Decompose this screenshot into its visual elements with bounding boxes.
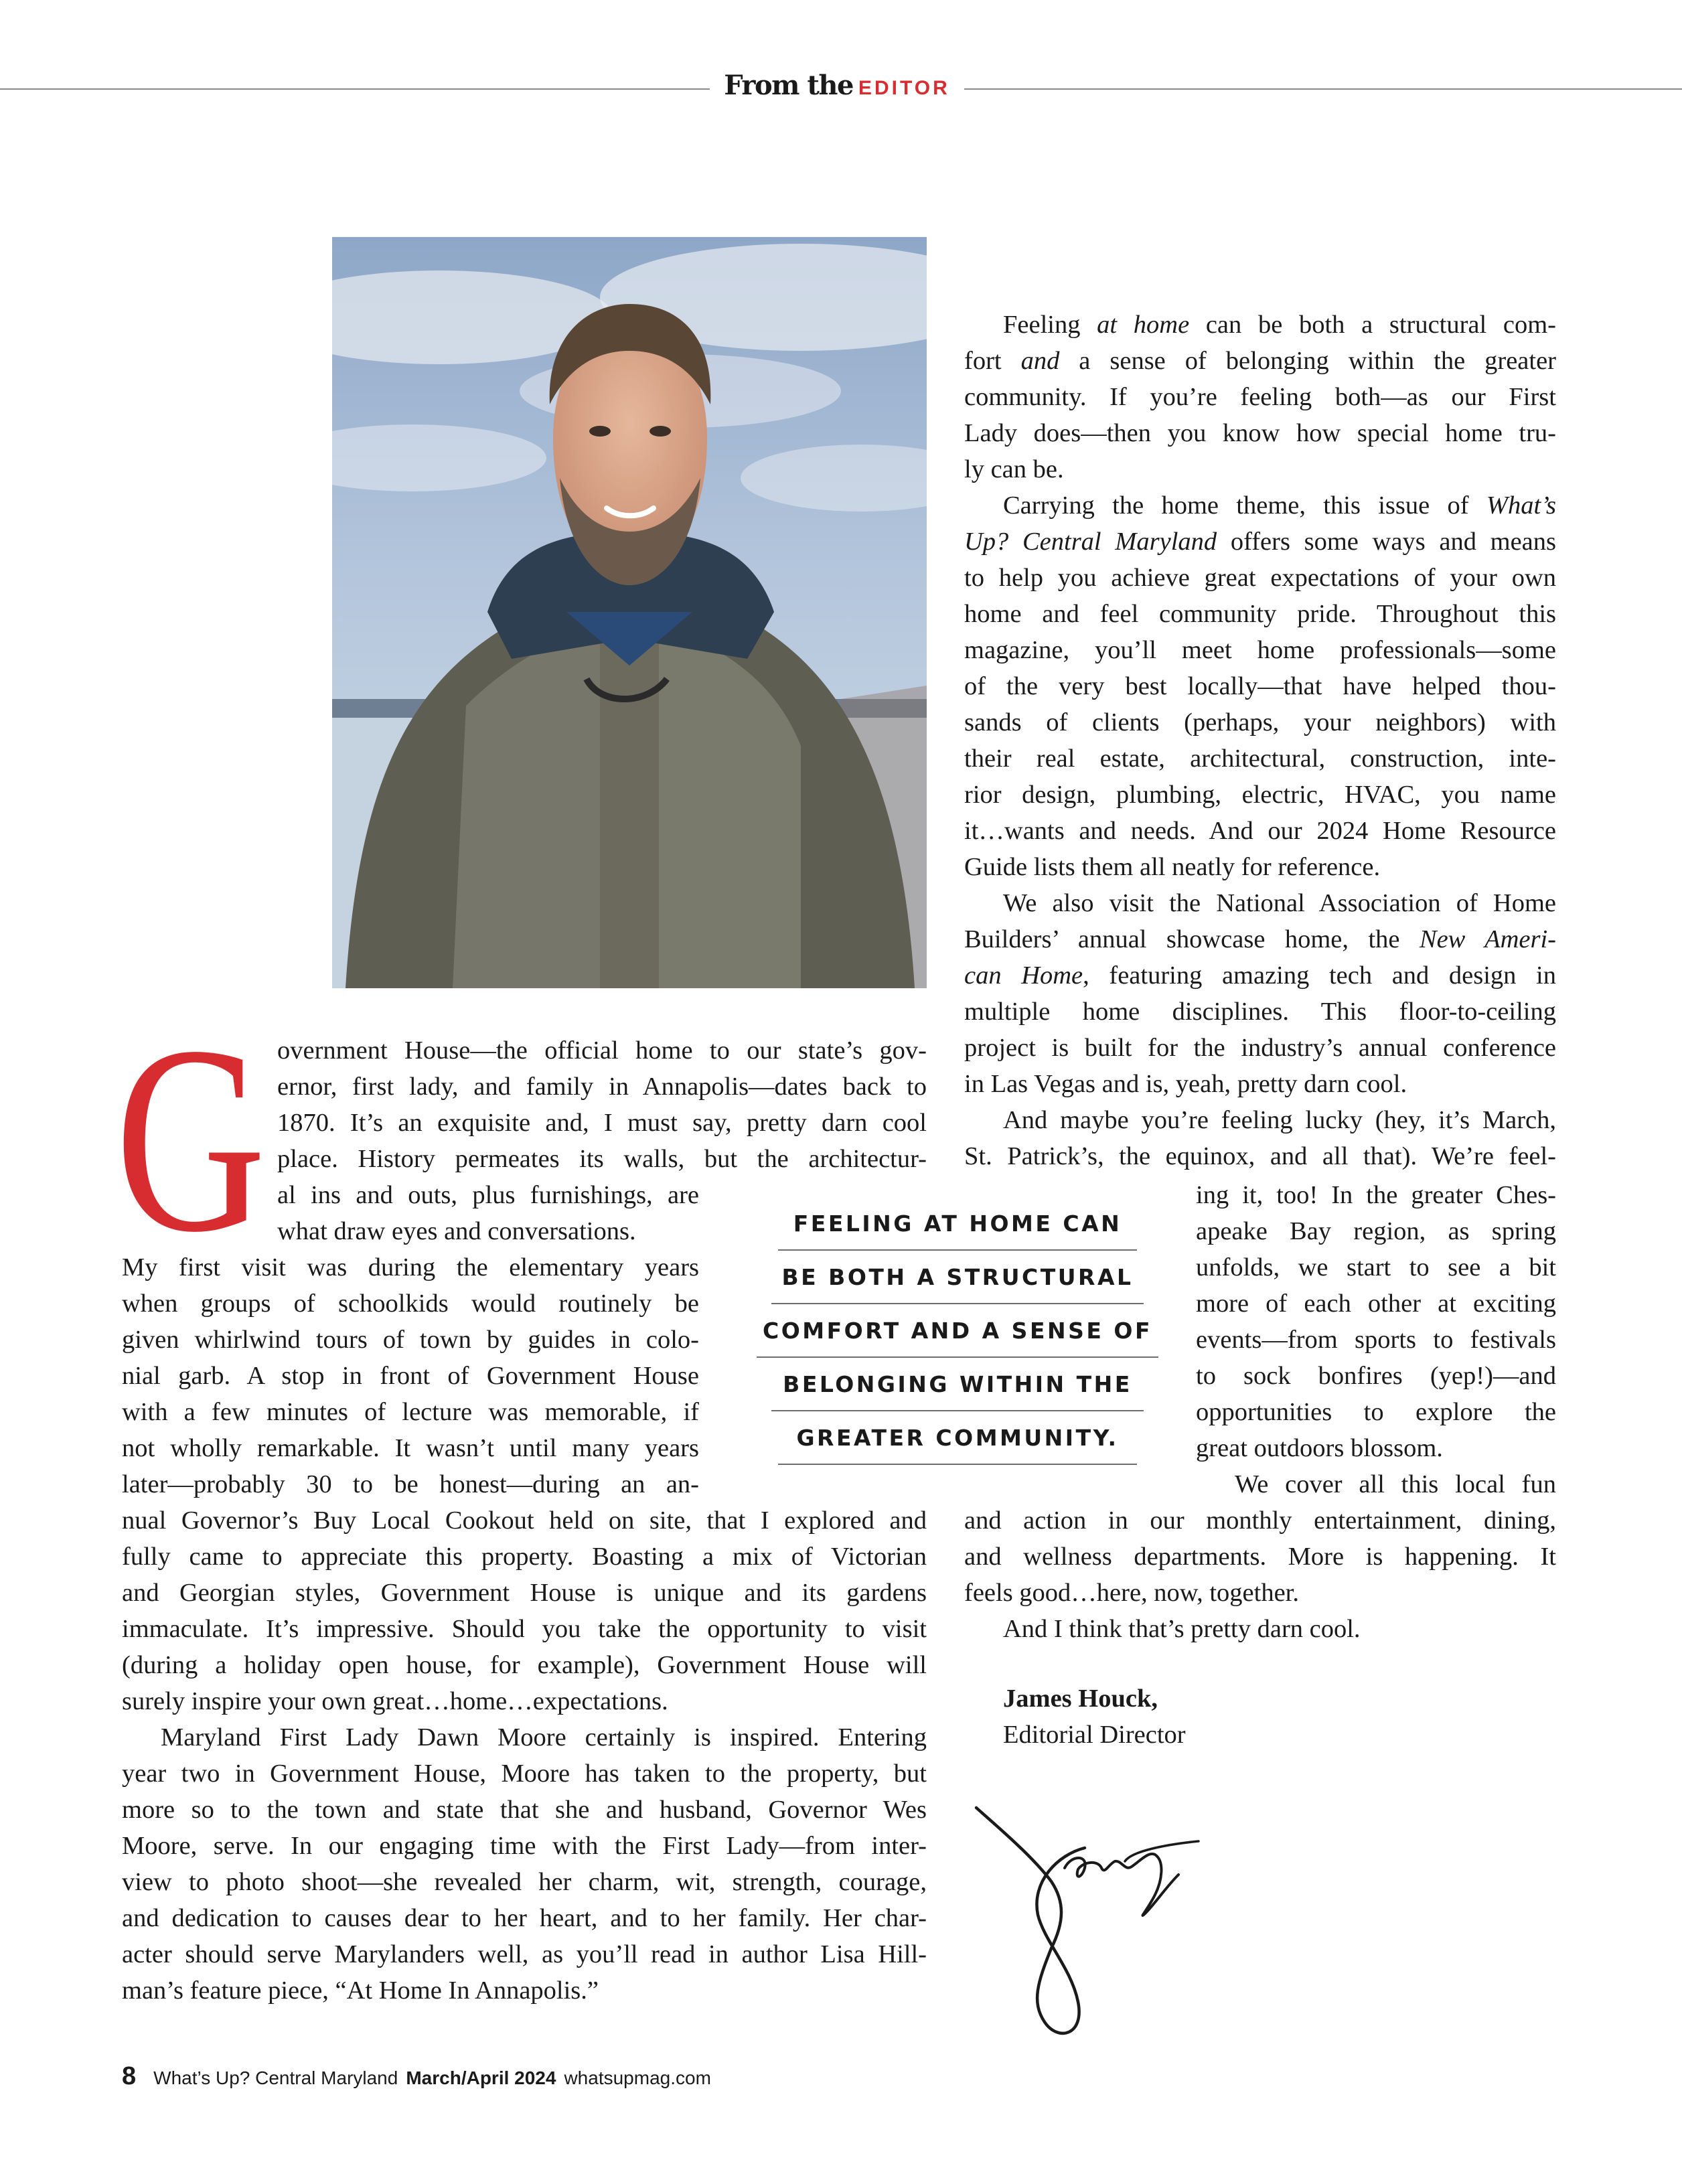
pull-quote-line: BE BOTH A STRUCTURAL <box>781 1264 1134 1290</box>
editor-photo <box>332 237 927 988</box>
text-line: given whirlwind tours of town by guides in colo- <box>122 1326 699 1354</box>
text-line: great outdoors blossom. <box>1196 1434 1443 1462</box>
text-line: more of each other at exciting <box>1196 1290 1556 1318</box>
pull-quote-rule <box>757 1356 1158 1358</box>
left-column-top <box>277 1032 927 1177</box>
text-line: Up? Central Maryland offers some ways and means <box>964 528 1556 556</box>
text-line: Moore, serve. In our engaging time with the First Lady—from inter- <box>122 1832 927 1860</box>
text-line: community. If you’re feeling both—as our First <box>964 383 1556 411</box>
text-line: overnment House—the official home to our state’s gov- <box>277 1036 927 1065</box>
text-line: with a few minutes of lecture was memorable, if <box>122 1398 699 1426</box>
section-header <box>710 70 964 101</box>
pull-quote-line: BELONGING WITHIN THE <box>783 1371 1132 1397</box>
handwritten-signature <box>964 1781 1205 2052</box>
text-line: apeake Bay region, as spring <box>1196 1217 1556 1245</box>
text-line: of the very best locally—that have helped thou- <box>964 672 1556 700</box>
page-footer <box>122 2062 711 2091</box>
text-line: can Home, featuring amazing tech and design in <box>964 961 1556 990</box>
text-line: unfolds, we start to see a bit <box>1196 1253 1556 1281</box>
text-line: My first visit was during the elementary years <box>122 1253 699 1281</box>
text-line: year two in Government House, Moore has taken to the property, but <box>122 1760 927 1788</box>
text-line: view to photo shoot—she revealed her charm, wit, strength, courage, <box>122 1868 927 1896</box>
pull-quote-rule <box>771 1410 1144 1411</box>
text-line: Maryland First Lady Dawn Moore certainly is inspired. Entering <box>161 1723 927 1751</box>
text-line: acter should serve Marylanders well, as you’ll read in author Lisa Hill- <box>122 1940 927 1968</box>
text-line: events—from sports to festivals <box>1196 1326 1556 1354</box>
text-line: later—probably 30 to be honest—during an an- <box>122 1470 699 1498</box>
text-line: ernor, first lady, and family in Annapolis—dates back to <box>277 1073 927 1101</box>
pull-quote-line: FEELING AT HOME CAN <box>793 1211 1122 1237</box>
text-line: to sock bonfires (yep!)—and <box>1196 1362 1556 1390</box>
text-line: magazine, you’ll meet home professionals—some <box>964 636 1556 664</box>
text-line: fort and a sense of belonging within the greater <box>964 347 1557 375</box>
header-rule-left <box>0 88 710 90</box>
header-from: From the <box>724 70 853 101</box>
signoff-name: James Houck, <box>1003 1685 1158 1713</box>
text-line: Guide lists them all neatly for reference. <box>964 853 1381 881</box>
text-line: Carrying the home theme, this issue of What’s <box>1003 491 1556 520</box>
text-line: in Las Vegas and is, yeah, pretty darn cool. <box>964 1070 1407 1098</box>
text-line: 1870. It’s an exquisite and, I must say, pretty darn cool <box>277 1109 927 1137</box>
text-line: fully came to appreciate this property. Boasting a mix of Victorian <box>122 1543 927 1571</box>
text-line: Lady does—then you know how special home tru- <box>964 419 1556 447</box>
left-column-bottom <box>122 1502 927 2009</box>
text-line: home and feel community pride. Throughout this <box>964 600 1556 628</box>
text-line: it…wants and needs. And our 2024 Home Resource <box>964 817 1556 845</box>
text-line: and dedication to causes dear to her heart, and to her family. Her char- <box>122 1904 927 1932</box>
text-line: feels good…here, now, together. <box>964 1579 1299 1607</box>
pull-quote-line: GREATER COMMUNITY. <box>796 1425 1119 1451</box>
text-line: St. Patrick’s, the equinox, and all that). We’re feel- <box>964 1142 1556 1170</box>
right-column-bottom <box>964 1502 1556 1647</box>
text-line: and Georgian styles, Government House is unique and its gardens <box>122 1579 927 1607</box>
left-column-narrow-a <box>277 1177 699 1249</box>
text-line: rior design, plumbing, electric, HVAC, you name <box>964 781 1556 809</box>
pull-quote-rule <box>771 1303 1144 1304</box>
pull-quote-line: COMFORT AND A SENSE OF <box>762 1318 1153 1344</box>
text-line: immaculate. It’s impressive. Should you take the opportunity to visit <box>122 1615 927 1643</box>
text-line: man’s feature piece, “At Home In Annapolis.” <box>122 1976 599 2005</box>
page-number: 8 <box>122 2062 137 2090</box>
signoff-title: Editorial Director <box>1003 1721 1186 1749</box>
header-section: EDITOR <box>858 77 950 99</box>
right-column-narrow <box>1196 1177 1556 1502</box>
text-line: place. History permeates its walls, but the architectur- <box>277 1145 927 1173</box>
text-line: al ins and outs, plus furnishings, are <box>277 1181 699 1209</box>
issue-date: March/April 2024 <box>406 2068 556 2088</box>
text-line: nual Governor’s Buy Local Cookout held on site, that I explored and <box>122 1506 927 1535</box>
text-line: Builders’ annual showcase home, the New Ameri- <box>964 925 1556 953</box>
text-line: what draw eyes and conversations. <box>277 1217 636 1245</box>
text-line: ly can be. <box>964 455 1064 483</box>
text-line: and action in our monthly entertainment, dining, <box>964 1506 1556 1535</box>
text-line: Feeling at home can be both a structural com- <box>1003 311 1556 339</box>
text-line: And maybe you’re feeling lucky (hey, it’s March, <box>1003 1106 1556 1134</box>
text-line: when groups of schoolkids would routinely be <box>122 1290 699 1318</box>
left-column-narrow-b <box>122 1249 699 1502</box>
publication-name: What’s Up? Central Maryland <box>153 2068 398 2088</box>
text-line: (during a holiday open house, for example), Government House will <box>122 1651 927 1679</box>
text-line: And I think that’s pretty darn cool. <box>1003 1615 1361 1643</box>
text-line: project is built for the industry’s annual conference <box>964 1034 1556 1062</box>
pull-quote-rule <box>778 1464 1137 1465</box>
right-column-top <box>964 307 1556 1174</box>
text-line: their real estate, architectural, construction, inte- <box>964 745 1556 773</box>
text-line: to help you achieve great expectations of your own <box>964 564 1556 592</box>
pull-quote <box>743 1208 1172 1476</box>
text-line: ing it, too! In the greater Ches- <box>1196 1181 1556 1209</box>
drop-cap: G <box>115 991 266 1288</box>
text-line: and wellness departments. More is happening. It <box>964 1543 1556 1571</box>
text-line: nial garb. A stop in front of Government House <box>122 1362 699 1390</box>
text-line: We cover all this local fun <box>1235 1470 1556 1498</box>
text-line: We also visit the National Association of Home <box>1003 889 1556 917</box>
text-line: surely inspire your own great…home…expectations. <box>122 1687 668 1715</box>
text-line: opportunities to explore the <box>1196 1398 1556 1426</box>
text-line: multiple home disciplines. This floor-to-ceiling <box>964 998 1556 1026</box>
text-line: more so to the town and state that she and husband, Governor Wes <box>122 1796 927 1824</box>
pull-quote-rule <box>778 1249 1137 1251</box>
text-line: sands of clients (perhaps, your neighbors) with <box>964 708 1556 736</box>
website-url: whatsupmag.com <box>564 2068 711 2088</box>
text-line: not wholly remarkable. It wasn’t until many years <box>122 1434 699 1462</box>
header-rule-right <box>964 88 1682 90</box>
